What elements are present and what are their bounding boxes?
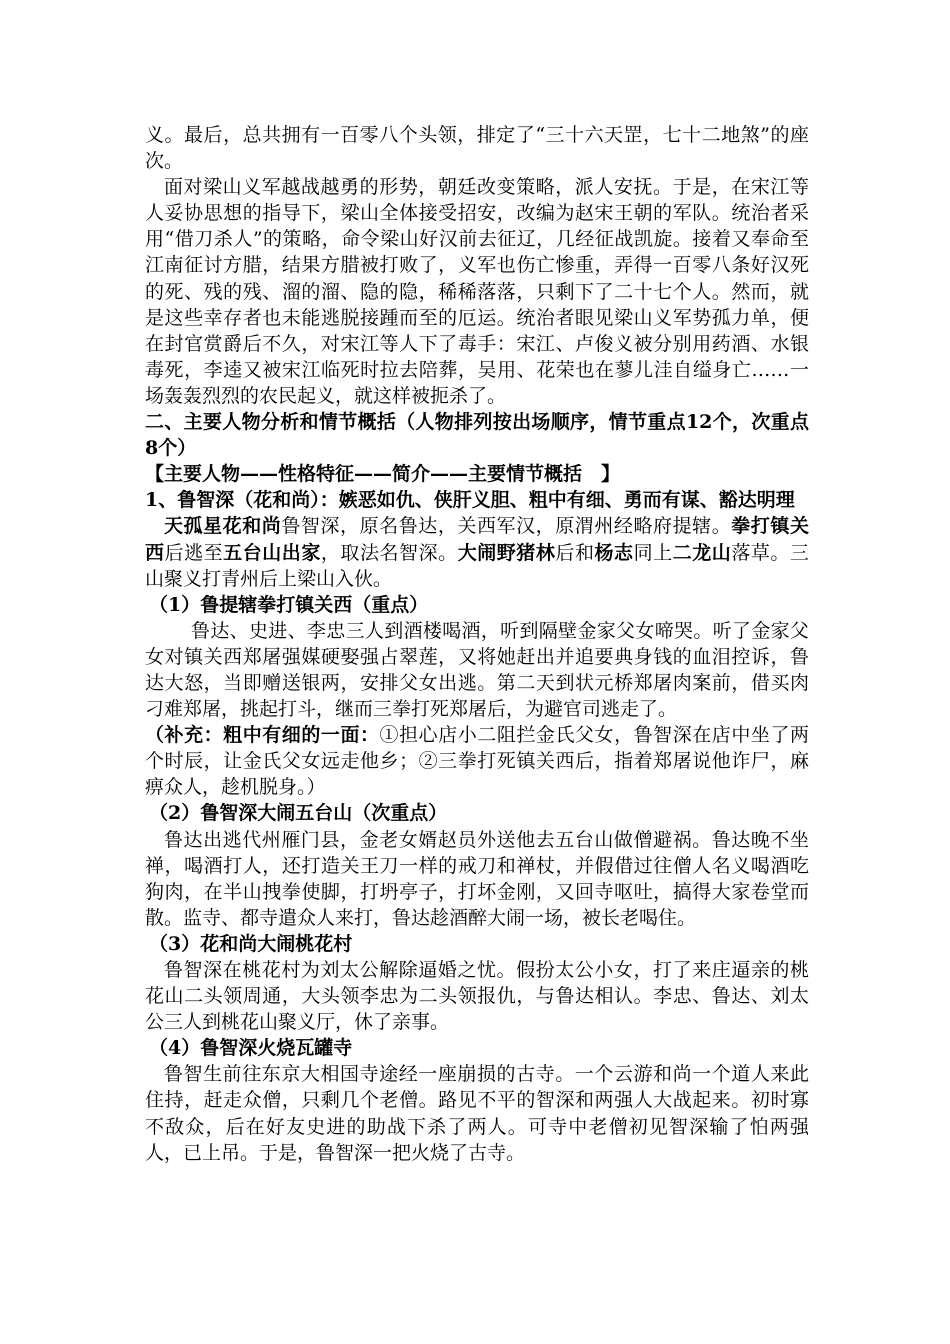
subsection-4-body: 鲁智生前往东京大相国寺途经一座崩损的古寺。一个云游和尚一个道人来此住持，赶走众僧，只剩几个老僧。路见不平的智深和两强人大战起来。初时寡不敌众，后在好友史进的助战下杀了两人。可寺中老僧初见智深输了怕两强人，已上吊。于是，鲁智深一把火烧了古寺。 xyxy=(145,1063,809,1164)
character-format-heading: 【主要人物——性格特征——简介——主要情节概括 】 xyxy=(145,463,621,486)
intro-bold-6: 二龙山 xyxy=(672,541,732,564)
character-1-heading: 1、鲁智深（花和尚）：嫉恶如仇、侠肝义胆、粗中有细、勇而有谋、豁达明理 xyxy=(145,489,795,512)
supplement-label: （补充：粗中有细的一面： xyxy=(145,724,380,747)
intro-bold-5: 杨志 xyxy=(594,541,634,564)
character-1-intro xyxy=(145,513,809,591)
intro-text-4: 后和 xyxy=(555,541,595,564)
subsection-1-title: （1）鲁提辖拳打镇关西（重点） xyxy=(149,593,429,616)
intro-text-6: 落草。三山聚义打青州后上梁山入伙。 xyxy=(145,541,809,590)
supplement-text: ①担心店小二阻拦金氏父女，鲁智深在店中坐了两个时辰，让金氏父女远走他乡；②三拳打死镇关西后，指着郑屠说他诈尸，麻痹众人，趁机脱身。） xyxy=(145,724,809,799)
subsection-2-title: （2）鲁智深大闹五台山（次重点） xyxy=(149,802,448,825)
subsection-4-title: （4）鲁智深火烧瓦罐寺 xyxy=(149,1037,353,1060)
intro-bold-1: 天孤星花和尚 xyxy=(164,515,282,538)
intro-text-1: 鲁智深，原名鲁达，关西军汉，原渭州经略府提辖。 xyxy=(281,515,732,538)
intro-text-2: 后逃至 xyxy=(164,541,224,564)
intro-text-3: ，取法名智深。 xyxy=(320,541,458,564)
document-page xyxy=(145,122,809,1166)
subsection-3-body: 鲁智深在桃花村为刘太公解除逼婚之忧。假扮太公小女，打了来庄逼亲的桃花山二头领周通，大头领李忠为二头领报仇，与鲁达相认。李忠、鲁达、刘太公三人到桃花山聚义厅，休了亲事。 xyxy=(145,959,809,1034)
intro-paragraph-1: 义。最后，总共拥有一百零八个头领，排定了“三十六天罡，七十二地煞”的座次。 xyxy=(145,124,809,173)
intro-paragraph-2: 面对梁山义军越战越勇的形势，朝廷改变策略，派人安抚。于是，在宋江等人妥协思想的指导下，梁山全体接受招安，改编为赵宋王朝的军队。统治者采用“借刀杀人”的策略，命令梁山好汉前去征辽，几经征战凯旋。接着又奉命至江南征讨方腊，结果方腊被打败了，义军也伤亡惨重，弄得一百零八条好汉死的死、残的残、溜的溜、隐的隐，稀稀落落，只剩下了二十七个人。然而，就是这些幸存者也未能逃脱接踵而至的厄运。统治者眼见梁山义军势孤力单，便在封官赏爵后不久，对宋江等人下了毒手：宋江、卢俊义被分别用药酒、水银毒死，李逵又被宋江临死时拉去陪葬，吴用、花荣也在蓼儿洼自缢身亡……一场轰轰烈烈的农民起义，就这样被扼杀了。 xyxy=(145,176,809,407)
intro-bold-2: 拳打镇关西 xyxy=(145,515,809,564)
subsection-1-supplement xyxy=(145,722,809,800)
intro-text-5: 同上 xyxy=(633,541,673,564)
subsection-3-title: （3）花和尚大闹桃花村 xyxy=(149,932,353,955)
intro-bold-4: 大闹野猪林 xyxy=(457,541,556,564)
section-heading-2: 二、主要人物分析和情节概括（人物排列按出场顺序，情节重点12个，次重点8个） xyxy=(145,411,809,460)
subsection-2-body: 鲁达出逃代州雁门县，金老女婿赵员外送他去五台山做僧避祸。鲁达晚不坐禅，喝酒打人，还打造关王刀一样的戒刀和禅杖，并假借过往僧人名义喝酒吃狗肉，在半山拽拳使脚，打坍亭子，打坏金刚，又回寺呕吐，搞得大家卷堂而散。监寺、都寺遣众人来打，鲁达趁酒醉大闹一场，被长老喝住。 xyxy=(145,828,809,929)
subsection-1-body: 鲁达、史进、李忠三人到酒楼喝酒，听到隔壁金家父女啼哭。听了金家父女对镇关西郑屠强媒硬娶强占翠莲，又将她赶出并追要典身钱的血泪控诉，鲁达大怒，当即赠送银两，安排父女出逃。第二天到状元桥郑屠肉案前，借买肉刁难郑屠，挑起打斗，继而三拳打死郑屠后，为避官司逃走了。 xyxy=(145,619,809,721)
intro-bold-3: 五台山出家 xyxy=(223,541,321,564)
